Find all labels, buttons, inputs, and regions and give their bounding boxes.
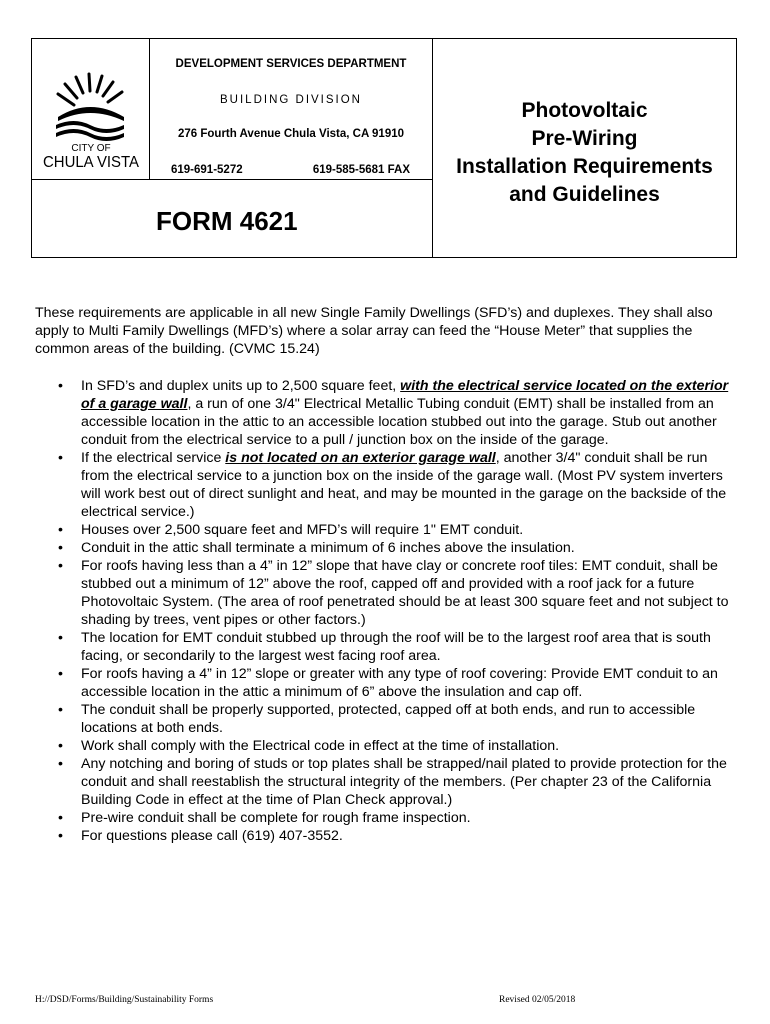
logo-city-name: CHULA VISTA (43, 154, 140, 171)
emphasis-text: with the electrical service located on the exterior of a garage wall (81, 378, 729, 412)
division-name: BUILDING DIVISION (220, 94, 362, 106)
fax-number: 619-585-5681 FAX (312, 164, 410, 176)
list-item: • For roofs having a 4” in 12” slope or greater with any type of roof covering: Provide EMT conduit to an accessible location in the attic a minimum of 6” above the insulation and cap off. (35, 665, 735, 701)
list-item: • Any notching and boring of studs or top plates shall be strapped/nail plated to provide protection for the conduit and shall reestablish the structural integrity of the members. (Per chapter 23 of the California Building Code in effect at the time of Plan Check approval.) (35, 755, 735, 809)
logo-city-of: CITY OF (71, 143, 111, 154)
list-item: • Houses over 2,500 square feet and MFD’s will require 1" EMT conduit. (35, 521, 735, 539)
list-item: • In SFD’s and duplex units up to 2,500 square feet, with the electrical service located on the exterior of a garage wall, a run of one 3/4" Electrical Metallic Tubing conduit (EMT) shall be installed from an accessible location in the attic to an accessible location stubbed out into the garage. Stub out another conduit from the electrical service to a pull / junction box on the inside of the garage. (35, 377, 735, 449)
title-line: Pre-Wiring (531, 127, 638, 150)
list-item: • Work shall comply with the Electrical code in effect at the time of installation. (35, 737, 735, 755)
sunburst-icon (58, 74, 122, 105)
emphasis-text: is not located on an exterior garage wall (225, 450, 496, 466)
intro-paragraph: These requirements are applicable in all new Single Family Dwellings (SFD’s) and duplexes. They shall also apply to Multi Family Dwellings (MFD’s) where a solar array can feed the “House Meter” that supplies the common areas of the building. (CVMC 15.24) (35, 305, 713, 357)
requirements-list (35, 377, 735, 845)
form-number: FORM 4621 (156, 206, 298, 236)
list-item: • The location for EMT conduit stubbed up through the roof will be to the largest roof area that is south facing, or secondarily to the largest west facing roof area. (35, 629, 735, 665)
footer-revised: Revised 02/05/2018 (499, 995, 576, 1005)
list-item: • The conduit shall be properly supported, protected, capped off at both ends, and run to accessible locations at both ends. (35, 701, 735, 737)
document-title (433, 97, 736, 209)
title-line: and Guidelines (509, 183, 660, 206)
form-header-table (31, 38, 737, 258)
list-item: • For questions please call (619) 407-3552. (35, 827, 735, 845)
title-line: Photovoltaic (521, 99, 648, 122)
waves-icon (56, 107, 124, 141)
department-info-cell (149, 39, 433, 180)
phone-number: 619-691-5272 (171, 164, 243, 176)
list-item: • Conduit in the attic shall terminate a minimum of 6 inches above the insulation. (35, 539, 735, 557)
list-item: • For roofs having less than a 4” in 12” slope that have clay or concrete roof tiles: EMT conduit, shall be stubbed out a minimum of 12” above the roof, capped off and provided with a roof jack for a future Photovoltaic System. (The area of roof penetrated should be at least 300 square feet and not subject to shading by trees, vent pipes or other factors.) (35, 557, 735, 629)
title-cell (433, 39, 736, 257)
footer-path: H://DSD/Forms/Building/Sustainability Forms (35, 995, 214, 1005)
address: 276 Fourth Avenue Chula Vista, CA 91910 (177, 128, 405, 140)
list-item: • Pre-wire conduit shall be complete for rough frame inspection. (35, 809, 735, 827)
list-item: • If the electrical service is not located on an exterior garage wall, another 3/4" conduit shall be run from the electrical service to a junction box on the inside of the garage wall. (Most PV system inverters will work best out of direct sunlight and heat, and may be mounted in the garage on the backside of the electrical service.) (35, 449, 735, 521)
department-name: DEVELOPMENT SERVICES DEPARTMENT (175, 58, 407, 70)
logo-cell (32, 39, 150, 180)
city-logo (32, 39, 150, 180)
contact-row (171, 164, 410, 176)
title-line: Installation Requirements (456, 155, 713, 178)
